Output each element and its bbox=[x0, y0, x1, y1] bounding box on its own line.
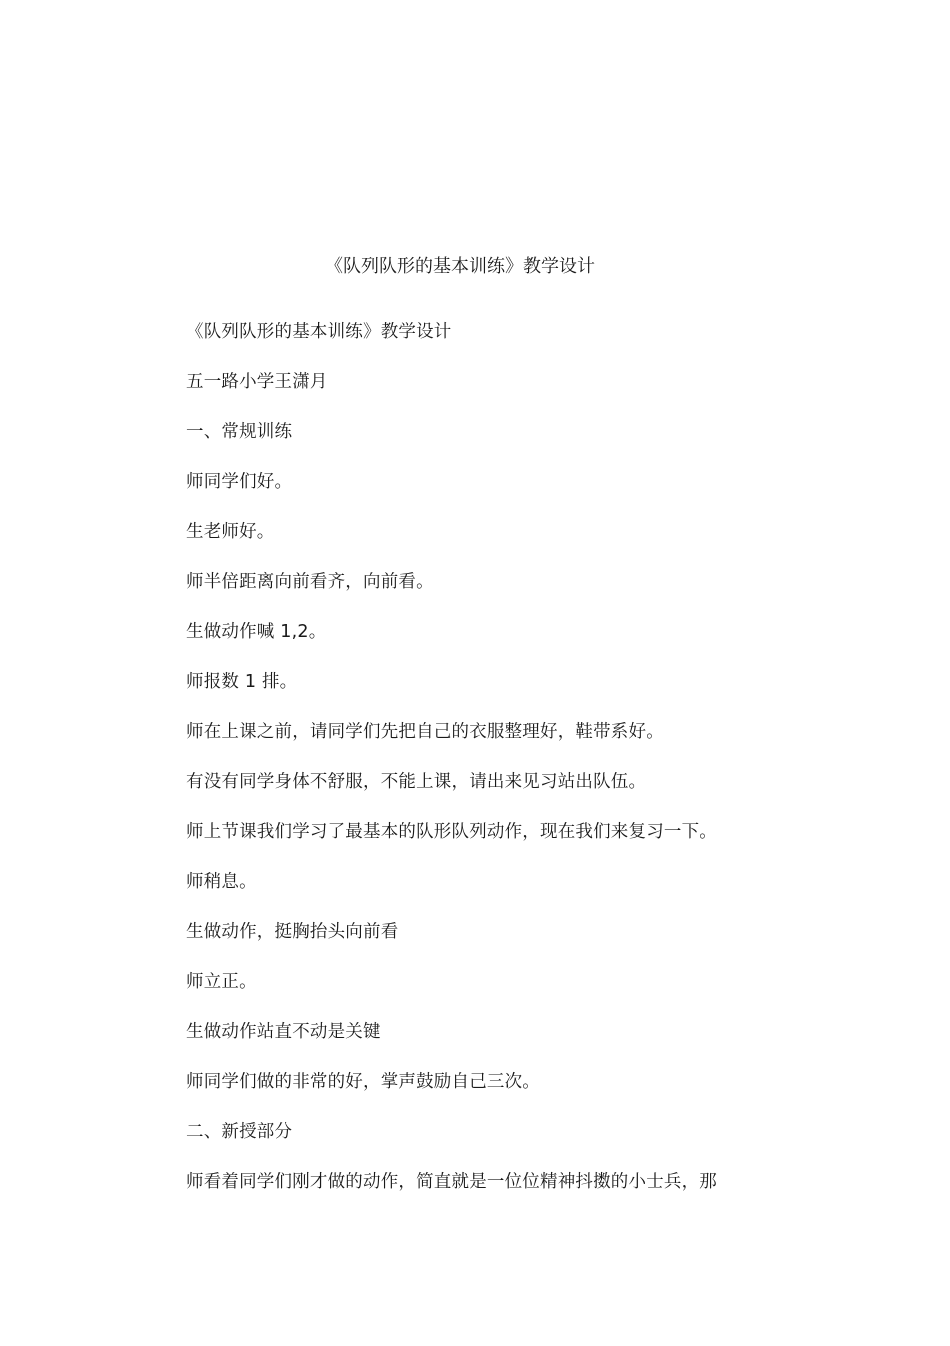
paragraph: 五一路小学王潇月 bbox=[186, 372, 328, 392]
paragraph: 生做动作，挺胸抬头向前看 bbox=[186, 922, 399, 942]
paragraph: 师看着同学们刚才做的动作，简直就是一位位精神抖擞的小士兵，那 bbox=[186, 1172, 717, 1192]
paragraph: 师半倍距离向前看齐，向前看。 bbox=[186, 572, 434, 592]
paragraph: 师同学们好。 bbox=[186, 472, 293, 492]
paragraph: 师上节课我们学习了最基本的队形队列动作，现在我们来复习一下。 bbox=[186, 822, 717, 842]
document-body bbox=[186, 320, 786, 1220]
paragraph: 师在上课之前，请同学们先把自己的衣服整理好，鞋带系好。 bbox=[186, 722, 664, 742]
paragraph: 师稍息。 bbox=[186, 872, 257, 892]
paragraph: 生做动作站直不动是关键 bbox=[186, 1022, 381, 1042]
paragraph: 生老师好。 bbox=[186, 522, 275, 542]
document-title: 《队列队形的基本训练》教学设计 bbox=[325, 256, 595, 277]
paragraph: 师报数 1 排。 bbox=[186, 672, 298, 692]
paragraph: 生做动作喊 1,2。 bbox=[186, 622, 327, 642]
section-heading: 二、新授部分 bbox=[186, 1122, 293, 1142]
paragraph: 有没有同学身体不舒服，不能上课，请出来见习站出队伍。 bbox=[186, 772, 647, 792]
section-heading: 一、常规训练 bbox=[186, 422, 293, 442]
paragraph: 师立正。 bbox=[186, 972, 257, 992]
paragraph: 师同学们做的非常的好，掌声鼓励自己三次。 bbox=[186, 1072, 540, 1092]
paragraph: 《队列队形的基本训练》教学设计 bbox=[186, 322, 452, 342]
